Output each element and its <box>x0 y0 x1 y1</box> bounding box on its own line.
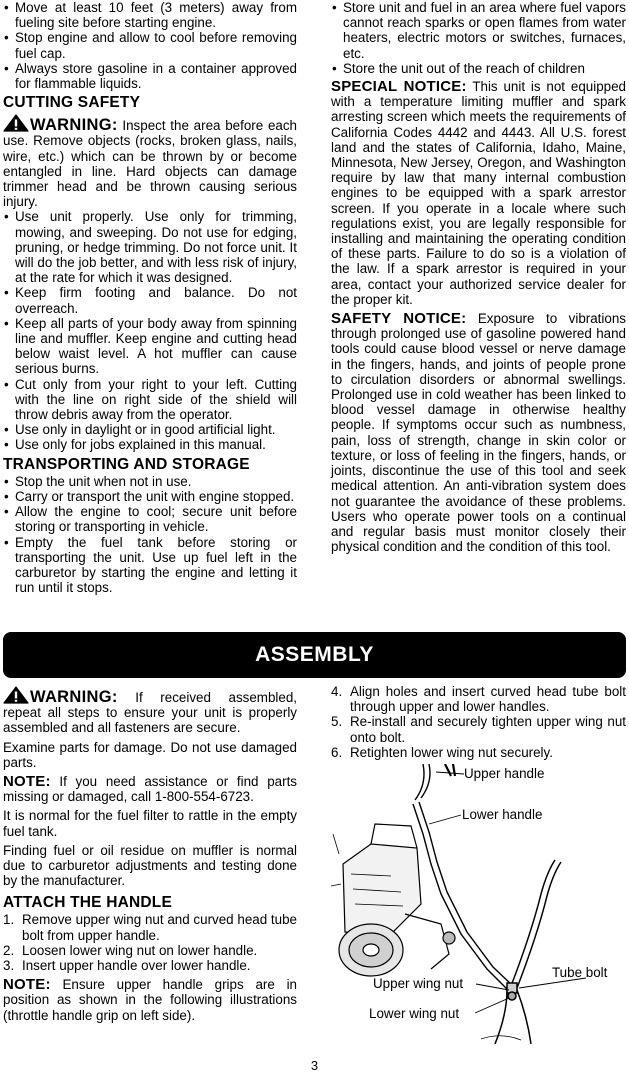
list-item: • Keep firm footing and balance. Do not overreach. <box>3 285 297 315</box>
page-number: 3 <box>310 1058 319 1073</box>
cutting-warning <box>3 114 297 209</box>
assembly-left-column <box>3 686 297 1023</box>
step-item: 5. Re-install and securely tighten upper wing nut onto bolt. <box>331 714 626 745</box>
label-lower-handle: Lower handle <box>462 807 543 822</box>
fuel-filter-note: It is normal for the fuel filter to rattle in the empty fuel tank. <box>3 808 297 839</box>
warning-text: Inspect the area before each use. Remove objects (rocks, broken glass, nails, wire, etc.) which can be thrown by or become entangled in line. Hard objects can damage trimmer head and be thrown causing serious injury. <box>3 118 297 210</box>
list-item: • Cut only from your right to your left. Cutting with the line on right side of the shield will throw debris away from the operator. <box>3 377 297 423</box>
lower-handle-drawing <box>413 764 513 989</box>
note-label: NOTE: <box>3 976 51 994</box>
warning-triangle-icon <box>3 114 29 132</box>
assembly-warning <box>3 686 297 736</box>
label-upper-wing-nut: Upper wing nut <box>373 976 464 991</box>
storage-bullets <box>331 0 626 76</box>
special-notice-label: SPECIAL NOTICE: <box>331 78 467 96</box>
cutting-safety-heading: CUTTING SAFETY <box>3 94 141 112</box>
list-item: • Stop the unit when not in use. <box>3 474 297 489</box>
attach-steps <box>3 912 297 973</box>
list-item: • Empty the fuel tank before storing or transporting the unit. Use up fuel left in the carburetor by starting the engine and letting it run until it stops. <box>3 535 297 596</box>
note-text: If you need assistance or find parts missing or damaged, call 1-800-554-6723. <box>3 774 297 805</box>
safety-notice <box>331 311 626 554</box>
warning-label: WARNING: <box>30 688 118 706</box>
step-item: 1. Remove upper wing nut and curved head tube bolt from upper handle. <box>3 912 297 943</box>
label-tube-bolt: Tube bolt <box>552 965 608 980</box>
transport-heading: TRANSPORTING AND STORAGE <box>3 455 250 473</box>
list-item: • Keep all parts of your body away from spinning line and muffler. Keep engine and cutting head below waist level. A hot muffler can cause serious burns. <box>3 316 297 377</box>
list-item: • Use only for jobs explained in this manual. <box>3 437 297 452</box>
list-item: • Carry or transport the unit with engine stopped. <box>3 489 297 504</box>
list-item: • Use only in daylight or in good artificial light. <box>3 422 297 437</box>
right-column <box>331 0 626 554</box>
note-text: Ensure upper handle grips are in position as shown in the following illustrations (throttle handle grip on left side). <box>3 977 297 1023</box>
attach-handle-heading: ATTACH THE HANDLE <box>3 894 173 912</box>
handle-assembly-illustration <box>331 764 626 1044</box>
label-upper-handle: Upper handle <box>464 766 545 781</box>
ground-line <box>481 1036 521 1040</box>
warning-text: If received assembled, repeat all steps to ensure your unit is properly assembled and all fasteners are secure. <box>3 690 297 736</box>
assembly-title: ASSEMBLY <box>255 643 374 666</box>
step-item: 6. Retighten lower wing nut securely. <box>331 744 553 760</box>
assembly-right-column <box>331 684 626 760</box>
upper-handle-drawing <box>445 764 561 1044</box>
list-item: • Use unit properly. Use only for trimming, mowing, and sweeping. Do not use for edging, pruning, or hedge trimming. Do not force unit. It will do the job better, and with less risk of injury, at the rate for which it was designed. <box>3 209 297 285</box>
transport-bullets <box>3 474 297 596</box>
list-item: • Store unit and fuel in an area where fuel vapors cannot reach sparks or open flames from water heaters, electric motors or switches, furnaces, etc. <box>331 0 626 61</box>
list-item: • Stop engine and allow to cool before removing fuel cap. <box>3 30 297 60</box>
engine-drawing <box>331 824 455 976</box>
list-item: • Always store gasoline in a container approved for flammable liquids. <box>3 61 297 91</box>
note-assistance <box>3 774 297 804</box>
warning-label: WARNING: <box>30 116 118 135</box>
cutting-bullets <box>3 209 297 452</box>
note-label: NOTE: <box>3 773 51 791</box>
examine-parts: Examine parts for damage. Do not use damaged parts. <box>3 739 297 770</box>
left-column <box>3 0 297 595</box>
warning-triangle-icon <box>3 686 29 704</box>
attach-steps-continued <box>331 684 626 760</box>
safety-notice-text: Exposure to vibrations through prolonged use of gasoline powered hand tools could cause blood vessel or nerve damage in the fingers, hands, and joints of people prone to circulation disorders or abnormal swellings. Prolonged use in cold weather has been linked to blood vessel damage in otherwise healthy people. If symptoms occur such as numbness, pain, loss of strength, change in skin color or texture, or loss of feeling in the fingers, hands, or joints, discontinue the use of this tool and seek medical attention. An anti-vibration system does not guarantee the avoidance of these problems. Users who operate power tools on a continual and regular basis must monitor closely their physical condition and the condition of this tool. <box>331 311 626 555</box>
note-grips <box>3 977 297 1023</box>
residue-note: Finding fuel or oil residue on muffler is normal due to carburetor adjustments and testing done by the manufacturer. <box>3 842 297 889</box>
fueling-bullets <box>3 0 297 91</box>
safety-notice-label: SAFETY NOTICE: <box>331 310 467 328</box>
step-item: 3. Insert upper handle over lower handle. <box>3 958 251 974</box>
list-item: • Move at least 10 feet (3 meters) away from fueling site before starting engine. <box>3 0 297 30</box>
special-notice-text: This unit is not equipped with a temperature limiting muffler and spark arresting screen which meets the requirements of California Codes 4442 and 4443. All U.S. forest land and the states of California, Idaho, Maine, Minnesota, New Jersey, Oregon, and Washington require by law that many internal combustion engines to be equipped with a spark arrestor screen. If you operate in a locale where such regulations exist, you are legally responsible for installing and maintaining the operating condition of these parts. Failure to do so is a violation of the law. If a spark arrestor is required in your area, contact your authorized service dealer for the proper kit. <box>331 79 626 307</box>
assembly-banner <box>3 632 626 678</box>
label-lower-wing-nut: Lower wing nut <box>369 1006 460 1021</box>
list-item: • Allow the engine to cool; secure unit before storing or transporting in vehicle. <box>3 504 297 534</box>
step-item: 2. Loosen lower wing nut on lower handle. <box>3 942 258 958</box>
step-item: 4. Align holes and insert curved head tube bolt through upper and lower handles. <box>331 684 626 715</box>
list-item: • Store the unit out of the reach of children <box>331 61 626 76</box>
special-notice <box>331 79 626 307</box>
